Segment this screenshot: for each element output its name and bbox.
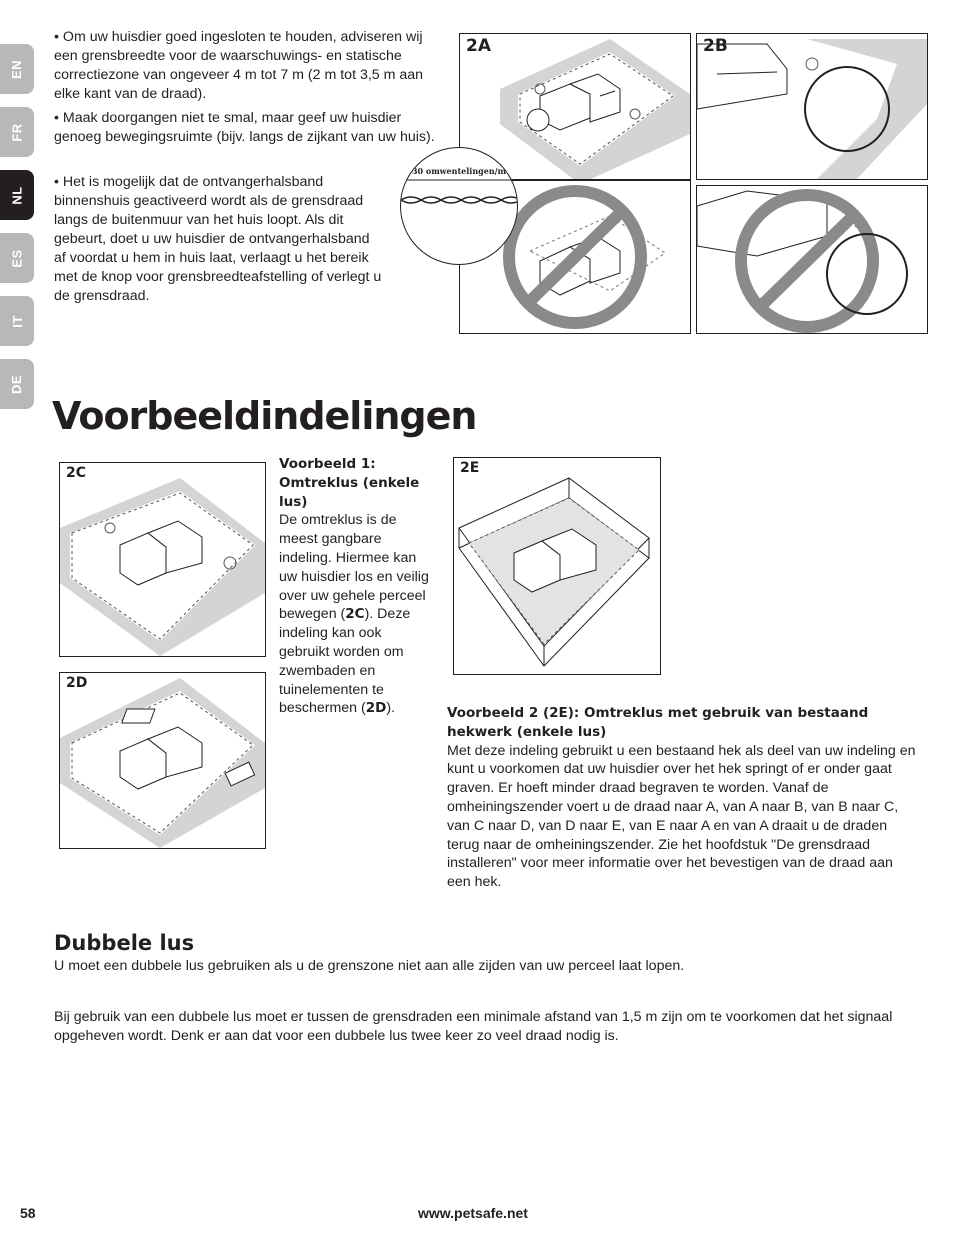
figure-2c-illustration [60,463,265,656]
tab-en-label: EN [9,59,25,79]
tab-de-label: DE [9,374,25,394]
example-1 [279,455,429,718]
page-title: Voorbeeldindelingen [52,394,477,438]
figure-2c-label: 2C [66,465,87,481]
figure-2e-label: 2E [460,460,480,476]
tab-es-label: ES [9,248,25,268]
example-1-ref-2d: 2D [365,700,387,717]
tab-fr[interactable] [0,107,34,157]
tab-de[interactable] [0,359,34,409]
figure-2b-prohibited-illustration [697,186,927,333]
example-1-text-b: ). Deze indeling kan ook gebruikt worden om zwembaden en tuinelementen te beschermen ( [279,606,411,717]
figure-2a-label: 2A [466,36,491,56]
tab-it-label: IT [9,314,25,328]
example-1-text-c: ). [386,700,396,717]
example-2 [447,704,917,892]
wire-twist-magnifier [400,147,518,265]
figure-2d [59,672,266,849]
bullet-passages: • Maak doorgangen niet te smal, maar geef uw huisdier genoeg bewegingsruimte (bijv. langs de zijkant van uw huis). [54,110,435,145]
bullet-indoor-activation: • Het is mogelijk dat de ontvangerhalsband binnenshuis geactiveerd wordt als de grensdraad langs de buitenmuur van het huis loopt. Als dit gebeurt, doet u uw huisdier de ontvangerhalsband af voordat u hem in huis laat, verlaagt u het bereik met de knop voor grensbreedteafstelling of verlegt u de grensdraad. [54,174,382,304]
wire-twist-label: 30 omwentelingen/m [411,166,507,176]
example-1-ref-2c: 2C [345,606,365,623]
example-2-text: Met deze indeling gebruikt u een bestaand hek als deel van uw indeling en kunt u voorkomen dat uw huisdier over het hek springt of er onder gaat graven. Er hoeft minder draad begraven te worden. Vanaf de omheiningszender voert u de draad naar A, van A naar B, van B naar C, van C naar D, van D naar E, van E naar A en van A draait u de draden terug naar de omheiningszender. Zie het hoofdstuk "De grensdraad installeren" voor meer informatie over het bevestigen van de draad aan een hek. [447,742,916,891]
tab-nl-label: NL [9,185,25,205]
figure-2d-illustration [60,673,265,848]
figure-2b [696,33,928,180]
figure-2e [453,457,661,675]
figure-2d-label: 2D [66,675,88,691]
page-number: 58 [20,1205,36,1221]
example-2-heading: Voorbeeld 2 (2E): Omtreklus met gebruik van bestaand hekwerk (enkele lus) [447,705,869,740]
tab-fr-label: FR [9,122,25,142]
tab-it[interactable] [0,296,34,346]
bullet-boundary-width: • Om uw huisdier goed ingesloten te houden, adviseren wij een grensbreedte voor de waarschuwings- en statische correctiezone van ongeveer 4 m tot 7 m (2 m tot 3,5 m aan elke kant van de draad). [54,29,424,102]
double-loop-paragraph-1: U moet een dubbele lus gebruiken als u de grenszone niet aan alle zijden van uw perceel laat lopen. [54,958,685,974]
tab-en[interactable] [0,44,34,94]
figure-2b-label: 2B [703,36,728,56]
figure-2b-prohibited [696,185,928,334]
figure-2b-illustration [697,34,927,179]
figure-2c [59,462,266,657]
tab-es[interactable] [0,233,34,283]
example-1-heading: Voorbeeld 1: Omtreklus (enkele lus) [279,456,420,510]
figure-2e-illustration [454,458,660,674]
footer-url[interactable]: www.petsafe.net [418,1205,528,1221]
figure-2a-illustration [460,34,690,179]
double-loop-paragraph-2: Bij gebruik van een dubbele lus moet er tussen de grensdraden een minimale afstand van 1,5 m zijn om te voorkomen dat het signaal opgeheven wordt. Denk er aan dat voor een dubbele lus twee keer zo veel draad nodig is. [54,1009,893,1044]
double-loop-heading: Dubbele lus [54,931,195,955]
tab-nl[interactable] [0,170,34,220]
example-1-text-a: De omtreklus is de meest gangbare indeling. Hiermee kan uw huisdier los en veilig over uw gehele perceel bewegen ( [279,512,429,623]
